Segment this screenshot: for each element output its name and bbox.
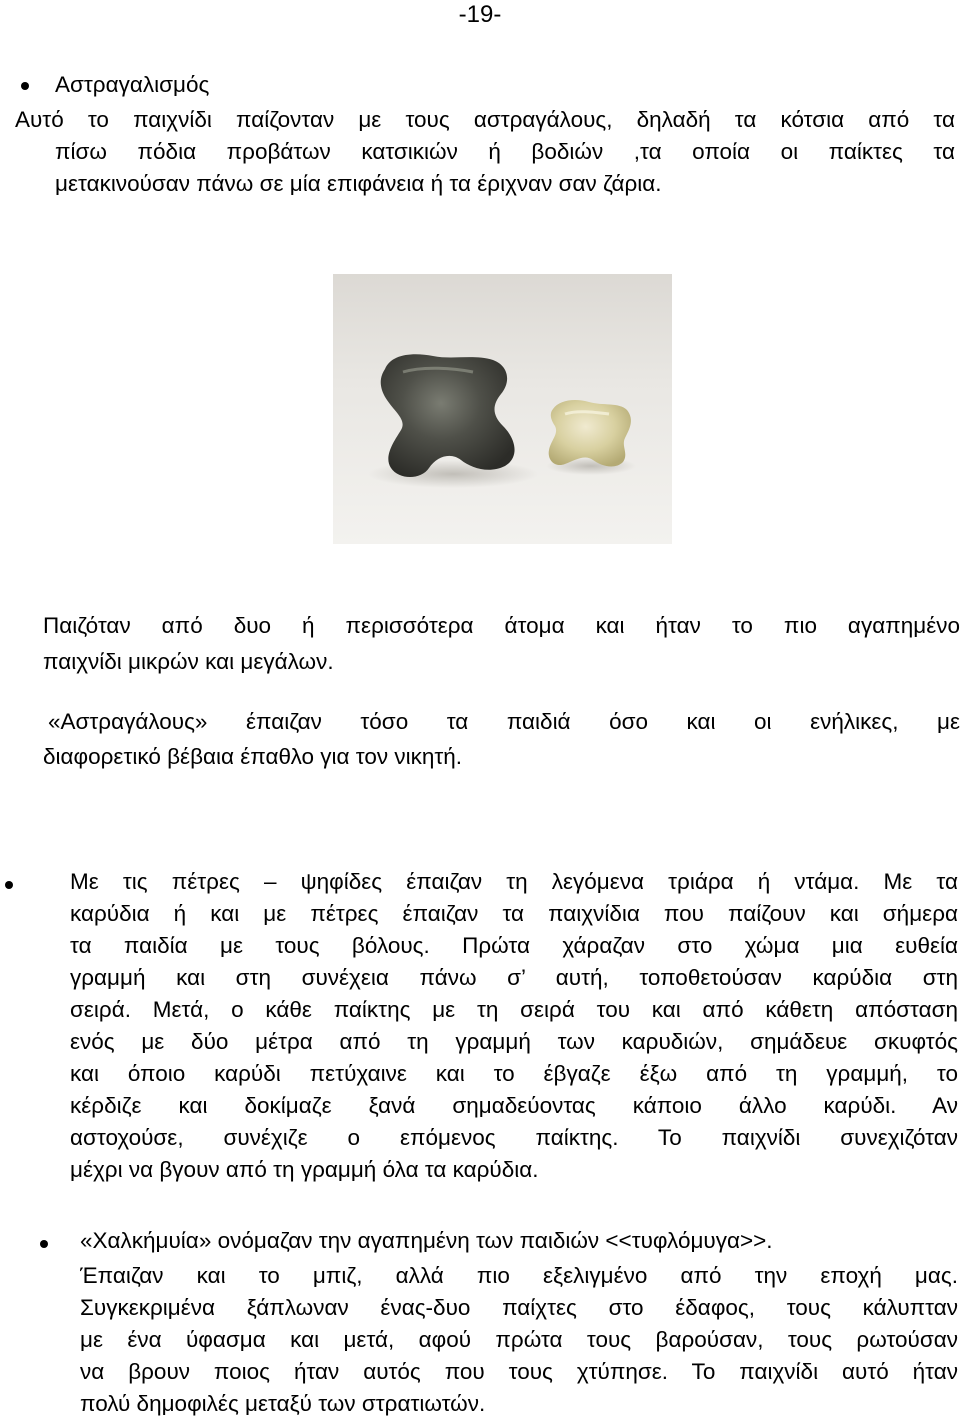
bronze-astragalus	[381, 354, 515, 477]
section-heading: Αστραγαλισμός	[55, 72, 210, 97]
text-line: διαφορετικό βέβαια έπαθλο για τον νικητή.	[43, 744, 463, 769]
bullet-icon	[5, 881, 13, 889]
text-line: μέχρι να βγουν από τη γραμμή όλα τα καρύδια.	[70, 1157, 539, 1182]
text-line: Με τις πέτρες – ψηφίδες έπαιζαν τη λεγόμενα τριάρα ή ντάμα. Με τα	[70, 869, 958, 894]
text-line: με ένα ύφασμα και μετά, αφού πρώτα τους βαρούσαν, τους ρωτούσαν	[80, 1327, 958, 1352]
text-line: «Αστραγάλους» έπαιζαν τόσο τα παιδιά όσο και οι ενήλικες, με	[48, 709, 960, 734]
astragali-photo	[333, 274, 672, 544]
text-line: πίσω πόδια προβάτων κατσικιών ή βοδιών ,τα οποία οι παίκτες τα	[55, 139, 955, 164]
section2-paragraph	[70, 866, 958, 1154]
text-line: «Χαλκήμυία» ονόμαζαν την αγαπημένη των παιδιών <<τυφλόμυγα>>.	[80, 1228, 773, 1253]
text-line: Αυτό το παιχνίδι παίζονταν με τους αστραγάλους, δηλαδή τα κότσια από τα	[15, 107, 955, 132]
text-line: ενός με δύο μέτρα από τη γραμμή των καρυδιών, σημάδευε σκυφτός	[70, 1029, 958, 1054]
text-line: να βρουν ποιος ήταν αυτός που τους χτύπησε. Το παιχνίδι αυτό ήταν	[80, 1359, 958, 1384]
text-line: τα παιδία με τους βόλους. Πρώτα χάραζαν στο χώμα μια ευθεία	[70, 933, 958, 958]
page-number: -19-	[458, 1, 502, 28]
text-line: παιχνίδι μικρών και μεγάλων.	[43, 649, 334, 674]
text-line: γραμμή και στη συνέχεια πάνω σ’ αυτή, τοποθετούσαν καρύδια στη	[70, 965, 958, 990]
section1-paragraph	[15, 104, 955, 168]
text-line: σειρά. Μετά, ο κάθε παίκτης με τη σειρά του και από κάθετη απόσταση	[70, 997, 958, 1022]
paragraph-3	[48, 706, 960, 738]
text-line: κέρδιζε και δοκίμαζε ξανά σημαδεύοντας κάποιο άλλο καρύδι. Αν	[70, 1093, 958, 1118]
bullet-icon	[40, 1240, 48, 1248]
paragraph-2	[43, 610, 960, 642]
section3-paragraph	[80, 1260, 958, 1388]
text-line: Συγκεκριμένα ξάπλωναν ένας-δυο παίχτες στο έδαφος, τους κάλυπταν	[80, 1295, 958, 1320]
astragali-illustration	[333, 274, 672, 544]
text-line: πολύ δημοφιλές μεταξύ των στρατιωτών.	[80, 1391, 486, 1416]
text-line: μετακινούσαν πάνω σε μία επιφάνεια ή τα έριχναν σαν ζάρια.	[55, 171, 662, 196]
text-line: αστοχούσε, συνέχιζε ο επόμενος παίκτης. Το παιχνίδι συνεχιζόταν	[70, 1125, 958, 1150]
text-line: και όποιο καρύδι πετύχαινε και το έβγαζε έξω από τη γραμμή, το	[70, 1061, 958, 1086]
text-line: Έπαιζαν και το μπιζ, αλλά πιο εξελιγμένο από την εποχή μας.	[80, 1263, 958, 1288]
text-line: καρύδια ή και με πέτρες έπαιζαν τα παιχνίδια που παίζουν και σήμερα	[70, 901, 958, 926]
crystal-astragalus	[549, 400, 631, 466]
bullet-icon	[21, 82, 29, 90]
text-line: Παιζόταν από δυο ή περισσότερα άτομα και ήταν το πιο αγαπημένο	[43, 613, 960, 638]
